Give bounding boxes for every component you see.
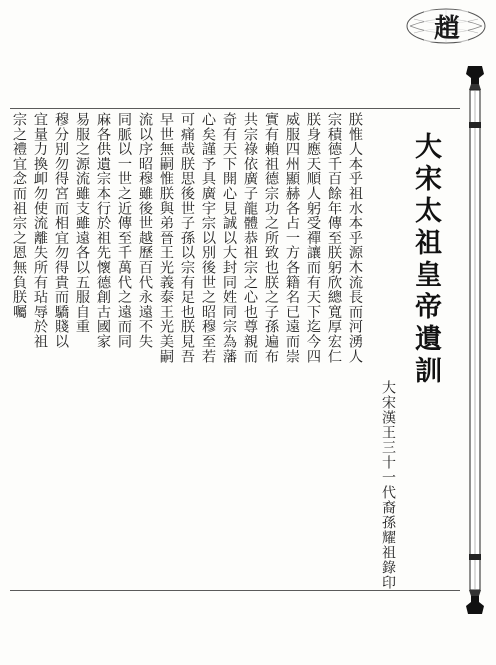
text-column: 威服四州顯赫各占一方各籍名已遠而崇	[284, 112, 300, 364]
text-column: 宜量力換卹勿使流離失所有玷辱於祖	[32, 112, 48, 349]
text-column: 麻各供遺宗本行於祖先懷德創古國家	[95, 112, 111, 349]
text-column: 宗積德千百餘年傳至朕躬欣總寬厚宏仁	[326, 112, 342, 364]
scroll-rod-ornament	[462, 62, 488, 622]
author-line: 大宋漢王三十一代裔孫耀祖錄印	[380, 380, 396, 590]
text-column: 心矣謹予具廣宇宗以別後世之昭穆至若	[200, 112, 216, 364]
text-column: 易服之源流雖支雖遠各以五服自重	[74, 112, 90, 334]
text-column: 流以序昭穆雖後世越歷百代永遠不失	[137, 112, 153, 349]
text-column: 共宗祿依廣子龍體恭祖宗之心也尊親而	[242, 112, 258, 364]
zhao-logo	[404, 6, 488, 46]
top-border-line	[10, 108, 460, 109]
bottom-border-line	[10, 590, 460, 591]
text-column: 早世無嗣惟朕與弟晉王光義泰王光美嗣	[158, 112, 174, 364]
text-column: 宗之禮宜念而祖宗之恩無負朕囑	[11, 112, 27, 320]
text-column: 穆分別勿得宮而相宜勿得貴而驕賤以	[53, 112, 69, 349]
text-column: 可痛哉朕思後世子孫以宗有足也朕見吾	[179, 112, 195, 364]
text-column: 同脈以一世之近傳至千萬代之遠而同	[116, 112, 132, 349]
text-column: 朕惟人本乎祖水本乎源木流長而河湧人	[347, 112, 363, 364]
text-column: 朕身應天順人躬受禪讓而有天下迄今四	[305, 112, 321, 364]
logo-character: 趙	[433, 13, 458, 44]
text-column: 實有賴祖德宗功之所致也朕之子孫遍布	[263, 112, 279, 364]
text-column: 奇有天下開心見誠以大封同姓同宗為藩	[221, 112, 237, 364]
document-title: 大宋太祖皇帝遺訓	[410, 132, 441, 388]
